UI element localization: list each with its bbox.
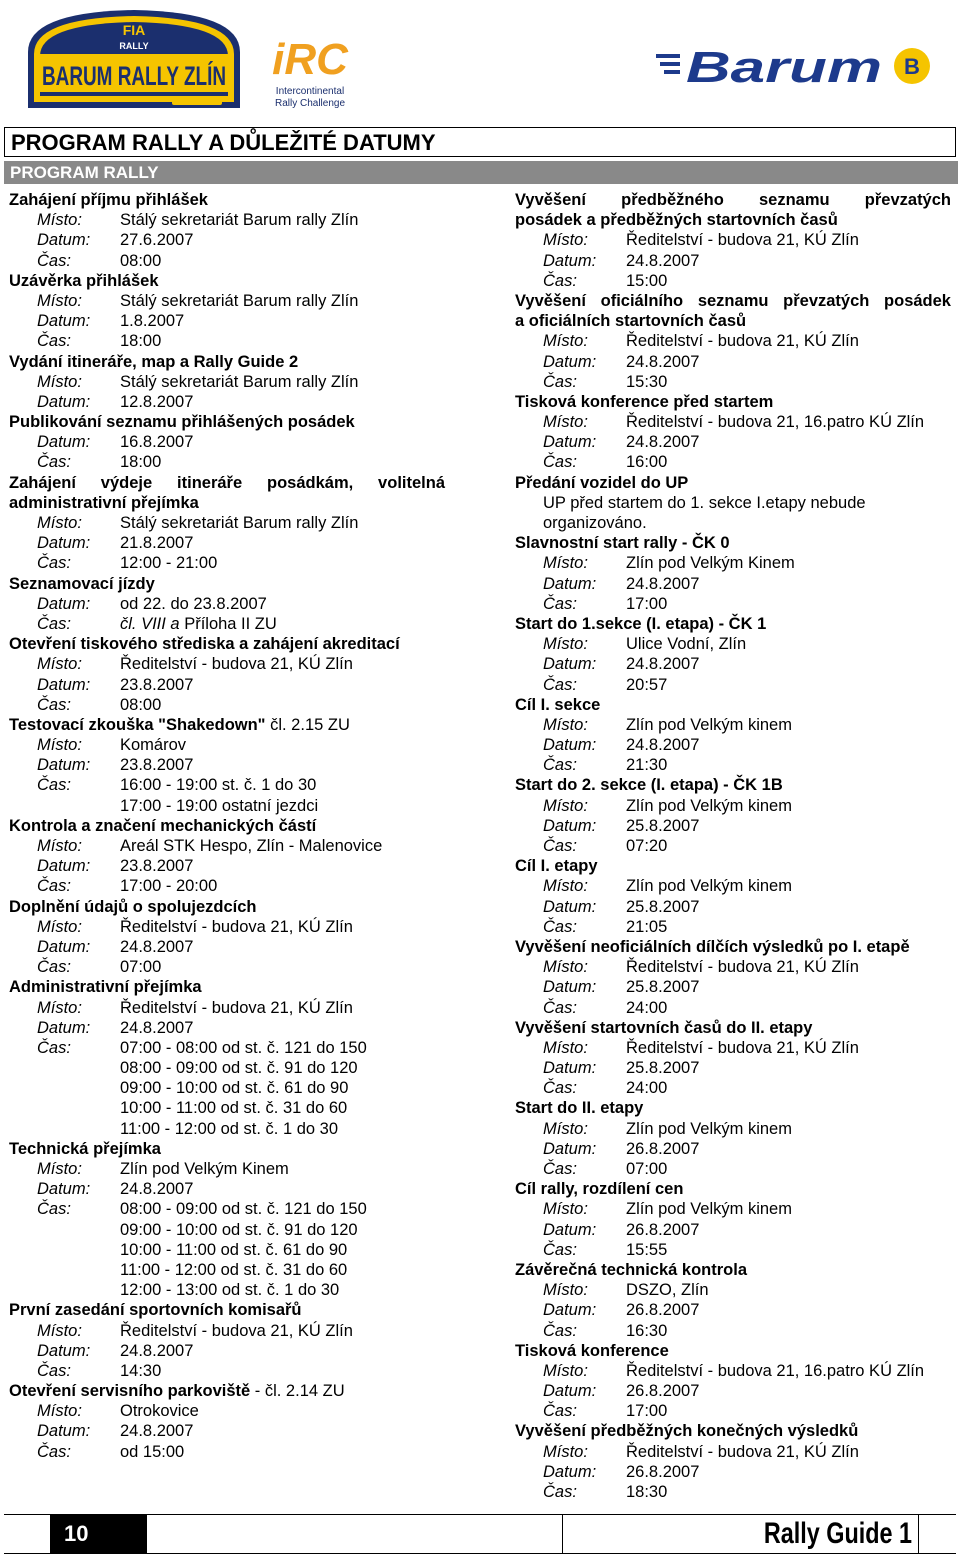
event-title: Seznamovací jízdy (9, 574, 155, 593)
section-title: PROGRAM RALLY (10, 163, 159, 182)
irc-logo (262, 20, 358, 110)
place-label: Místo: (37, 917, 82, 936)
time-value: 08:00 - 09:00 od st. č. 121 do 150 (120, 1200, 367, 1219)
time-label: Čas: (37, 332, 71, 351)
place-label: Místo: (543, 796, 588, 815)
place-label: Místo: (543, 877, 588, 896)
date-label: Datum: (543, 574, 597, 593)
event-title: Testovací zkouška "Shakedown" (9, 715, 266, 734)
date-value: 26.8.2007 (626, 1462, 700, 1481)
place-label: Místo: (37, 211, 82, 230)
date-label: Datum: (37, 312, 91, 331)
time-value-cont: 10:00 - 11:00 od st. č. 61 do 90 (120, 1240, 348, 1259)
date-label: Datum: (37, 1180, 91, 1199)
place-value: Ředitelství - budova 21, KÚ Zlín (626, 958, 859, 977)
place-value: Ředitelství - budova 21, KÚ Zlín (120, 917, 353, 936)
time-label: Čas: (37, 1038, 71, 1057)
date-value: 24.8.2007 (626, 655, 700, 674)
date-label: Datum: (543, 1139, 597, 1158)
time-label: Čas: (543, 1240, 577, 1259)
date-label: Datum: (37, 937, 91, 956)
event-title: Kontrola a značení mechanických částí (9, 816, 317, 835)
place-value: Zlín pod Velkým kinem (626, 1119, 792, 1138)
barum-rally-zlin-logo (22, 4, 305, 112)
time-label: Čas: (37, 877, 71, 896)
date-label: Datum: (37, 231, 91, 250)
date-value: 24.8.2007 (626, 251, 700, 270)
date-label: Datum: (37, 1018, 91, 1037)
time-value: 08:00 (120, 251, 162, 270)
date-value: 24.8.2007 (120, 1341, 194, 1360)
event-title: Cíl I. sekce (515, 695, 601, 714)
date-label: Datum: (37, 534, 91, 553)
svg-text:RALLY: RALLY (119, 41, 149, 51)
page-title: PROGRAM RALLY A DŮLEŽITÉ DATUMY (11, 130, 436, 155)
date-value: 26.8.2007 (626, 1301, 700, 1320)
time-value: 17:00 (626, 1402, 668, 1421)
place-label: Místo: (543, 635, 588, 654)
time-value: 18:30 (626, 1483, 668, 1501)
footer-divider (918, 1514, 919, 1554)
date-label: Datum: (543, 251, 597, 270)
place-label: Místo: (37, 736, 82, 755)
time-value: 21:30 (626, 756, 668, 775)
time-label: Čas: (37, 614, 71, 633)
place-label: Místo: (543, 1200, 588, 1219)
event-title: Vyvěšení předběžného seznamu převzatých (515, 191, 951, 209)
date-value: 24.8.2007 (626, 433, 700, 452)
place-value: Zlín pod Velkým Kinem (120, 1160, 289, 1178)
event-title: Start do 1.sekce (I. etapa) - ČK 1 (515, 614, 767, 633)
event-title: Cíl rally, rozdílení cen (515, 1180, 684, 1199)
date-value: 12.8.2007 (120, 392, 194, 411)
place-label: Místo: (37, 1402, 82, 1421)
page-number-box (50, 1515, 147, 1553)
event-title: Administrativní přejímka (9, 978, 202, 997)
time-label: Čas: (37, 554, 71, 573)
time-value: 15:00 (626, 271, 668, 290)
date-label: Datum: (37, 857, 91, 876)
time-label: Čas: (37, 776, 71, 795)
time-value: 07:00 (120, 958, 162, 977)
date-value: 27.6.2007 (120, 231, 194, 250)
date-value: 25.8.2007 (626, 816, 700, 835)
event-title: Start do II. etapy (515, 1099, 644, 1118)
rally-guide-label: Rally Guide 1 (763, 1517, 912, 1550)
place-label: Místo: (37, 514, 82, 532)
place-value: DSZO, Zlín (626, 1281, 709, 1300)
time-value-cont: 11:00 - 12:00 od st. č. 1 do 30 (120, 1119, 339, 1138)
event-title-suffix: - čl. 2.14 ZU (250, 1382, 345, 1401)
event-title-cont: posádek a předběžných startovních časů (515, 211, 838, 230)
event-title: Předání vozidel do UP (515, 473, 689, 492)
event-title: Uzávěrka přihlášek (9, 271, 159, 290)
date-label: Datum: (37, 433, 91, 452)
time-value: 08:00 (120, 695, 162, 714)
place-value: Ředitelství - budova 21, KÚ Zlín (120, 998, 353, 1017)
time-value-cont: 09:00 - 10:00 od st. č. 91 do 120 (120, 1220, 358, 1239)
time-value: 24:00 (626, 1079, 668, 1098)
place-value: Ředitelství - budova 21, KÚ Zlín (120, 1321, 353, 1340)
event-title: Vyvěšení startovních časů do II. etapy (515, 1018, 813, 1037)
page-footer (4, 1514, 956, 1554)
date-label: Datum: (543, 1382, 597, 1401)
place-label: Místo: (37, 1160, 82, 1178)
event-title: Vyvěšení neoficiálních dílčích výsledků po I. etapě (515, 937, 910, 956)
svg-text:Barum: Barum (686, 43, 882, 92)
place-label: Místo: (543, 554, 588, 573)
event-title: Otevření servisního parkoviště (9, 1382, 251, 1401)
section-header-bar (4, 161, 958, 184)
place-label: Místo: (543, 958, 588, 977)
event-title: Otevření tiskového střediska a zahájení akreditací (9, 635, 400, 654)
date-value: 25.8.2007 (626, 1059, 700, 1078)
date-value: 23.8.2007 (120, 675, 194, 694)
place-label: Místo: (37, 291, 82, 310)
place-value: Zlín pod Velkým kinem (626, 715, 792, 734)
date-value: 24.8.2007 (120, 1180, 194, 1199)
place-label: Místo: (37, 1321, 82, 1340)
time-label: Čas: (543, 756, 577, 775)
event-title: Cíl I. etapy (515, 857, 598, 876)
place-value: Zlín pod Velkým kinem (626, 877, 792, 896)
schedule-right-column (515, 190, 951, 1502)
place-label: Místo: (543, 413, 588, 432)
place-label: Místo: (37, 372, 82, 391)
place-label: Místo: (37, 837, 82, 855)
date-label: Datum: (543, 1462, 597, 1481)
time-value: 24:00 (626, 998, 668, 1017)
place-value: Zlín pod Velkým kinem (626, 796, 792, 815)
place-value: Stálý sekretariát Barum rally Zlín (120, 211, 359, 230)
time-label: Čas: (37, 695, 71, 714)
event-title: Start do 2. sekce (I. etapa) - ČK 1B (515, 776, 783, 795)
date-label: Datum: (543, 352, 597, 371)
rule-reference: čl. VIII a (120, 614, 180, 633)
place-value: Ředitelství - budova 21, 16.patro KÚ Zlín (626, 1361, 925, 1380)
time-label: Čas: (37, 1200, 71, 1219)
time-value-cont: 17:00 - 19:00 ostatní jezdci (120, 796, 319, 815)
date-label: Datum: (37, 675, 91, 694)
footer-divider (562, 1514, 563, 1554)
time-label: Čas: (543, 372, 577, 391)
time-value: 17:00 - 20:00 (120, 877, 218, 896)
time-value-cont: 09:00 - 10:00 od st. č. 61 do 90 (120, 1079, 349, 1098)
event-title: Vyvěšení předběžných konečných výsledků (515, 1422, 859, 1441)
page-title-box (4, 127, 956, 157)
time-value: 15:30 (626, 372, 668, 391)
date-value: 21.8.2007 (120, 534, 194, 553)
place-label: Místo: (543, 1281, 588, 1300)
note-text: UP před startem do 1. sekce I.etapy nebude (543, 493, 866, 512)
time-value: 07:00 - 08:00 od st. č. 121 do 150 (120, 1038, 367, 1057)
time-value (120, 614, 277, 634)
event-title: Zahájení výdeje itineráře posádkám, volitelná (9, 473, 445, 492)
date-label: Datum: (543, 897, 597, 916)
page-number: 10 (64, 1521, 89, 1546)
footer-bottom-rule (4, 1553, 956, 1554)
place-value: Areál STK Hespo, Zlín - Malenovice (120, 837, 383, 855)
date-value: 23.8.2007 (120, 756, 194, 775)
place-value: Ředitelství - budova 21, KÚ Zlín (626, 1442, 859, 1461)
place-value: Otrokovice (120, 1402, 199, 1421)
date-label: Datum: (543, 736, 597, 755)
date-label: Datum: (37, 756, 91, 775)
place-value: Ředitelství - budova 21, KÚ Zlín (626, 332, 859, 351)
date-label: Datum: (37, 1422, 91, 1441)
date-label: Datum: (543, 1059, 597, 1078)
schedule-left-column (9, 190, 445, 1462)
event-title: Vyvěšení oficiálního seznamu převzatých posádek (515, 291, 951, 310)
place-value: Komárov (120, 736, 187, 755)
time-value: 18:00 (120, 332, 162, 351)
time-label: Čas: (543, 271, 577, 290)
date-label: Datum: (543, 433, 597, 452)
time-label: Čas: (37, 251, 71, 270)
date-label: Datum: (37, 594, 91, 613)
place-value: Stálý sekretariát Barum rally Zlín (120, 514, 359, 532)
time-label: Čas: (543, 998, 577, 1017)
place-value: Ředitelství - budova 21, KÚ Zlín (120, 655, 353, 674)
time-value-cont: 12:00 - 13:00 od st. č. 1 do 30 (120, 1281, 340, 1300)
time-label: Čas: (37, 958, 71, 977)
event-title-suffix: čl. 2.15 ZU (265, 715, 350, 734)
event-title-cont: administrativní přejímka (9, 493, 199, 512)
date-label: Datum: (543, 1220, 597, 1239)
date-value: 24.8.2007 (626, 736, 700, 755)
time-value-cont: 08:00 - 09:00 od st. č. 91 do 120 (120, 1059, 358, 1078)
event-title: Tisková konference před startem (515, 392, 774, 411)
svg-text:B: B (904, 54, 920, 79)
date-value: 26.8.2007 (626, 1139, 700, 1158)
time-value: 17:00 (626, 594, 668, 613)
event-title: Technická přejímka (9, 1139, 161, 1158)
time-label: Čas: (543, 1483, 577, 1501)
event-title: Vydání itineráře, map a Rally Guide 2 (9, 352, 299, 371)
time-label: Čas: (543, 1160, 577, 1178)
time-label: Čas: (37, 1361, 71, 1380)
place-value: Stálý sekretariát Barum rally Zlín (120, 372, 359, 391)
date-value: 24.8.2007 (120, 937, 194, 956)
place-value: Ředitelství - budova 21, KÚ Zlín (626, 1038, 859, 1057)
time-label: Čas: (543, 917, 577, 936)
time-label: Čas: (543, 837, 577, 855)
place-label: Místo: (543, 231, 588, 250)
time-label: Čas: (543, 675, 577, 694)
date-value: 16.8.2007 (120, 433, 194, 452)
time-label: Čas: (543, 594, 577, 613)
date-label: Datum: (37, 392, 91, 411)
event-title: Doplnění údajů o spolujezdcích (9, 897, 257, 916)
date-value: 1.8.2007 (120, 312, 185, 331)
svg-text:Intercontinental: Intercontinental (275, 86, 345, 97)
time-value: 20:57 (626, 675, 668, 694)
time-value-cont: 10:00 - 11:00 od st. č. 31 do 60 (120, 1099, 348, 1118)
event-title: Zahájení příjmu přihlášek (9, 191, 208, 209)
date-value: 26.8.2007 (626, 1382, 700, 1401)
date-label: Datum: (543, 655, 597, 674)
place-label: Místo: (543, 1038, 588, 1057)
date-value: 26.8.2007 (626, 1220, 700, 1239)
place-label: Místo: (543, 1119, 588, 1138)
time-value: 14:30 (120, 1361, 162, 1380)
time-label: Čas: (543, 1079, 577, 1098)
place-label: Místo: (543, 715, 588, 734)
date-value: 24.8.2007 (626, 574, 700, 593)
time-value: 16:00 - 19:00 st. č. 1 do 30 (120, 776, 317, 795)
event-title: Publikování seznamu přihlášených posádek (9, 413, 355, 432)
time-value: od 15:00 (120, 1442, 185, 1461)
place-value: Zlín pod Velkým kinem (626, 1200, 792, 1219)
time-value: 12:00 - 21:00 (120, 554, 218, 573)
place-value: Ulice Vodní, Zlín (626, 635, 747, 654)
time-value: 16:00 (626, 453, 668, 472)
time-value: 15:55 (626, 1240, 668, 1259)
place-label: Místo: (37, 998, 82, 1017)
date-value: od 22. do 23.8.2007 (120, 594, 267, 613)
event-title: Tisková konference (515, 1341, 669, 1360)
barum-logo (656, 42, 936, 92)
svg-text:Rally Challenge: Rally Challenge (274, 98, 346, 109)
place-value: Ředitelství - budova 21, 16.patro KÚ Zlín (626, 413, 925, 432)
time-label: Čas: (543, 1321, 577, 1340)
place-value: Stálý sekretariát Barum rally Zlín (120, 291, 359, 310)
time-value: 18:00 (120, 453, 162, 472)
svg-text:iRC: iRC (272, 35, 348, 84)
date-value: 24.8.2007 (626, 352, 700, 371)
date-label: Datum: (543, 1301, 597, 1320)
event-title: První zasedání sportovních komisařů (9, 1301, 302, 1320)
svg-text:BARUM RALLY ZLÍN: BARUM RALLY ZLÍN (42, 61, 305, 91)
date-value: 24.8.2007 (120, 1018, 194, 1037)
note-text: organizováno. (543, 514, 647, 532)
time-label: Čas: (37, 1442, 71, 1461)
date-label: Datum: (543, 816, 597, 835)
place-label: Místo: (543, 1442, 588, 1461)
place-label: Místo: (37, 655, 82, 674)
time-value: 07:00 (626, 1160, 668, 1178)
place-value: Zlín pod Velkým Kinem (626, 554, 795, 573)
date-label: Datum: (543, 978, 597, 997)
svg-text:FIA: FIA (122, 22, 146, 38)
date-value: 25.8.2007 (626, 978, 700, 997)
date-label: Datum: (37, 1341, 91, 1360)
time-label: Čas: (543, 1402, 577, 1421)
place-label: Místo: (543, 332, 588, 351)
time-value: 16:30 (626, 1321, 668, 1340)
appendix-reference: Příloha II ZU (179, 614, 277, 633)
date-value: 24.8.2007 (120, 1422, 194, 1441)
date-value: 23.8.2007 (120, 857, 194, 876)
time-value: 07:20 (626, 837, 668, 855)
time-label: Čas: (37, 453, 71, 472)
date-value: 25.8.2007 (626, 897, 700, 916)
time-label: Čas: (543, 453, 577, 472)
event-title: Slavnostní start rally - ČK 0 (515, 534, 730, 553)
place-label: Místo: (543, 1361, 588, 1380)
event-title-cont: a oficiálních startovních časů (515, 312, 747, 331)
place-value: Ředitelství - budova 21, KÚ Zlín (626, 231, 859, 250)
time-value: 21:05 (626, 917, 668, 936)
event-title: Závěrečná technická kontrola (515, 1260, 748, 1279)
time-value-cont: 11:00 - 12:00 od st. č. 31 do 60 (120, 1260, 348, 1279)
